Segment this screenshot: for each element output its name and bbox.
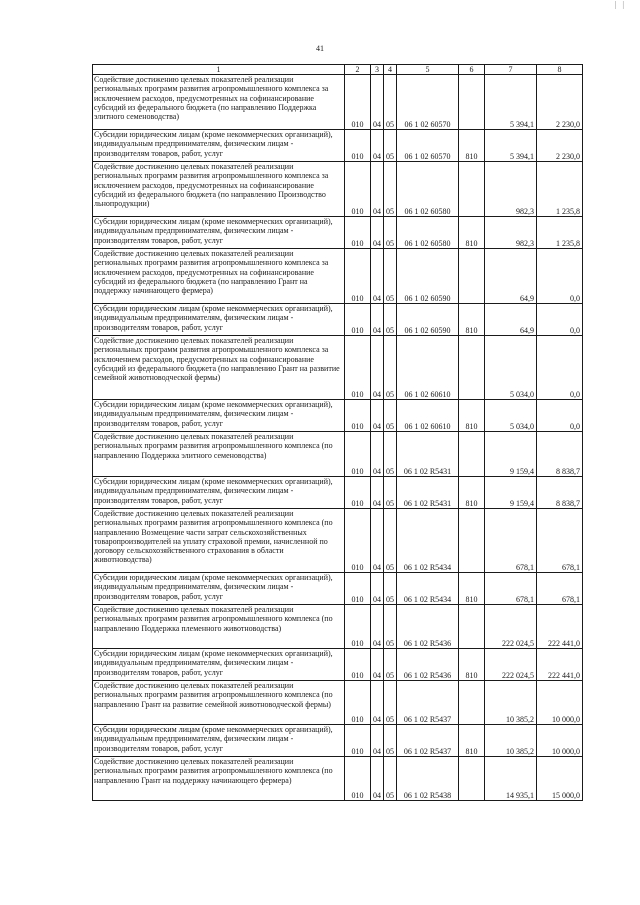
admin-code-cell: 010 bbox=[345, 130, 371, 162]
section-cell: 04 bbox=[371, 217, 384, 249]
admin-code-cell: 010 bbox=[345, 649, 371, 681]
table-row bbox=[93, 304, 583, 336]
table-row bbox=[93, 336, 583, 400]
row-name-cell: Содействие достижению целевых показателей реализации региональных программ развития агропромышленного комплекса за исключением расходов, предусмотренных на софинансирование субсидий из федерального бюджета (по направлению Производство льнопродукции) bbox=[93, 162, 345, 217]
target-article-cell: 06 1 02 R5431 bbox=[397, 432, 459, 477]
section-cell: 04 bbox=[371, 605, 384, 649]
amount-cell-year1: 982,3 bbox=[485, 162, 537, 217]
subsection-cell: 05 bbox=[384, 477, 397, 509]
row-name-cell: Субсидии юридическим лицам (кроме некоммерческих организаций), индивидуальным предпринимателям, физическим лицам - производителям товаров, работ, услуг bbox=[93, 400, 345, 432]
table-row bbox=[93, 75, 583, 130]
row-name-cell: Содействие достижению целевых показателей реализации региональных программ развития агропромышленного комплекса за исключением расходов, предусмотренных на софинансирование субсидий из федерального бюджета (по направлению Поддержка элитного семеноводства) bbox=[93, 75, 345, 130]
column-header: 5 bbox=[397, 65, 459, 75]
table-row bbox=[93, 162, 583, 217]
table-row bbox=[93, 649, 583, 681]
section-cell: 04 bbox=[371, 681, 384, 725]
table-row bbox=[93, 605, 583, 649]
subsection-cell: 05 bbox=[384, 605, 397, 649]
admin-code-cell: 010 bbox=[345, 217, 371, 249]
amount-cell-year2: 8 838,7 bbox=[537, 477, 583, 509]
row-name-cell: Субсидии юридическим лицам (кроме некоммерческих организаций), индивидуальным предпринимателям, физическим лицам - производителям товаров, работ, услуг bbox=[93, 477, 345, 509]
admin-code-cell: 010 bbox=[345, 681, 371, 725]
subsection-cell: 05 bbox=[384, 573, 397, 605]
target-article-cell: 06 1 02 60580 bbox=[397, 162, 459, 217]
row-name-cell: Содействие достижению целевых показателей реализации региональных программ развития агропромышленного комплекса (по направлению Возмещение части затрат сельскохозяйственных товаропроизводителей на уплату страховой премии, начисленной по договору сельскохозяйственного страхования в области животноводства) bbox=[93, 509, 345, 573]
subsection-cell: 05 bbox=[384, 130, 397, 162]
expense-type-cell: 810 bbox=[459, 573, 485, 605]
amount-cell-year1: 5 034,0 bbox=[485, 336, 537, 400]
section-cell: 04 bbox=[371, 432, 384, 477]
admin-code-cell: 010 bbox=[345, 336, 371, 400]
row-name-cell: Субсидии юридическим лицам (кроме некоммерческих организаций), индивидуальным предпринимателям, физическим лицам - производителям товаров, работ, услуг bbox=[93, 573, 345, 605]
target-article-cell: 06 1 02 R5434 bbox=[397, 509, 459, 573]
amount-cell-year2: 678,1 bbox=[537, 573, 583, 605]
amount-cell-year2: 10 000,0 bbox=[537, 681, 583, 725]
subsection-cell: 05 bbox=[384, 249, 397, 304]
subsection-cell: 05 bbox=[384, 649, 397, 681]
row-name-cell: Содействие достижению целевых показателей реализации региональных программ развития агропромышленного комплекса за исключением расходов, предусмотренных на софинансирование субсидий из федерального бюджета (по направлению Грант на развитие семейной животноводческой фермы) bbox=[93, 336, 345, 400]
section-cell: 04 bbox=[371, 573, 384, 605]
table-row bbox=[93, 432, 583, 477]
amount-cell-year2: 1 235,8 bbox=[537, 217, 583, 249]
target-article-cell: 06 1 02 60590 bbox=[397, 304, 459, 336]
amount-cell-year1: 5 034,0 bbox=[485, 400, 537, 432]
subsection-cell: 05 bbox=[384, 432, 397, 477]
amount-cell-year2: 222 441,0 bbox=[537, 605, 583, 649]
section-cell: 04 bbox=[371, 162, 384, 217]
amount-cell-year2: 1 235,8 bbox=[537, 162, 583, 217]
admin-code-cell: 010 bbox=[345, 509, 371, 573]
column-number-row bbox=[93, 65, 583, 75]
section-cell: 04 bbox=[371, 130, 384, 162]
table-row bbox=[93, 477, 583, 509]
table-row bbox=[93, 573, 583, 605]
row-name-cell: Субсидии юридическим лицам (кроме некоммерческих организаций), индивидуальным предпринимателям, физическим лицам - производителям товаров, работ, услуг bbox=[93, 649, 345, 681]
subsection-cell: 05 bbox=[384, 725, 397, 757]
subsection-cell: 05 bbox=[384, 217, 397, 249]
admin-code-cell: 010 bbox=[345, 757, 371, 801]
table-body bbox=[93, 75, 583, 801]
row-name-cell: Субсидии юридическим лицам (кроме некоммерческих организаций), индивидуальным предпринимателям, физическим лицам - производителям товаров, работ, услуг bbox=[93, 217, 345, 249]
target-article-cell: 06 1 02 R5437 bbox=[397, 725, 459, 757]
expense-type-cell bbox=[459, 681, 485, 725]
subsection-cell: 05 bbox=[384, 681, 397, 725]
expense-type-cell bbox=[459, 432, 485, 477]
amount-cell-year1: 9 159,4 bbox=[485, 477, 537, 509]
row-name-cell: Субсидии юридическим лицам (кроме некоммерческих организаций), индивидуальным предпринимателям, физическим лицам - производителям товаров, работ, услуг bbox=[93, 725, 345, 757]
target-article-cell: 06 1 02 R5436 bbox=[397, 649, 459, 681]
subsection-cell: 05 bbox=[384, 162, 397, 217]
section-cell: 04 bbox=[371, 336, 384, 400]
admin-code-cell: 010 bbox=[345, 75, 371, 130]
amount-cell-year1: 678,1 bbox=[485, 509, 537, 573]
expense-type-cell: 810 bbox=[459, 217, 485, 249]
scan-corner-mark: | | bbox=[614, 0, 626, 9]
admin-code-cell: 010 bbox=[345, 304, 371, 336]
target-article-cell: 06 1 02 R5434 bbox=[397, 573, 459, 605]
row-name-cell: Содействие достижению целевых показателей реализации региональных программ развития агропромышленного комплекса (по направлению Поддержка племенного животноводства) bbox=[93, 605, 345, 649]
subsection-cell: 05 bbox=[384, 336, 397, 400]
section-cell: 04 bbox=[371, 75, 384, 130]
subsection-cell: 05 bbox=[384, 75, 397, 130]
expense-type-cell bbox=[459, 162, 485, 217]
expense-type-cell bbox=[459, 75, 485, 130]
expense-type-cell bbox=[459, 757, 485, 801]
section-cell: 04 bbox=[371, 249, 384, 304]
admin-code-cell: 010 bbox=[345, 725, 371, 757]
expense-type-cell: 810 bbox=[459, 304, 485, 336]
admin-code-cell: 010 bbox=[345, 573, 371, 605]
subsection-cell: 05 bbox=[384, 509, 397, 573]
amount-cell-year1: 222 024,5 bbox=[485, 605, 537, 649]
target-article-cell: 06 1 02 60580 bbox=[397, 217, 459, 249]
row-name-cell: Содействие достижению целевых показателей реализации региональных программ развития агропромышленного комплекса (по направлению Грант на поддержку начинающего фермера) bbox=[93, 757, 345, 801]
amount-cell-year1: 678,1 bbox=[485, 573, 537, 605]
column-header: 7 bbox=[485, 65, 537, 75]
section-cell: 04 bbox=[371, 725, 384, 757]
target-article-cell: 06 1 02 R5437 bbox=[397, 681, 459, 725]
target-article-cell: 06 1 02 60610 bbox=[397, 400, 459, 432]
admin-code-cell: 010 bbox=[345, 249, 371, 304]
amount-cell-year1: 982,3 bbox=[485, 217, 537, 249]
expense-type-cell: 810 bbox=[459, 477, 485, 509]
section-cell: 04 bbox=[371, 304, 384, 336]
column-header: 4 bbox=[384, 65, 397, 75]
target-article-cell: 06 1 02 60570 bbox=[397, 130, 459, 162]
target-article-cell: 06 1 02 R5436 bbox=[397, 605, 459, 649]
subsection-cell: 05 bbox=[384, 304, 397, 336]
subsection-cell: 05 bbox=[384, 757, 397, 801]
admin-code-cell: 010 bbox=[345, 162, 371, 217]
amount-cell-year2: 2 230,0 bbox=[537, 130, 583, 162]
section-cell: 04 bbox=[371, 509, 384, 573]
expense-type-cell bbox=[459, 336, 485, 400]
amount-cell-year2: 0,0 bbox=[537, 400, 583, 432]
amount-cell-year1: 222 024,5 bbox=[485, 649, 537, 681]
column-header: 1 bbox=[93, 65, 345, 75]
row-name-cell: Содействие достижению целевых показателей реализации региональных программ развития агропромышленного комплекса за исключением расходов, предусмотренных на софинансирование субсидий из федерального бюджета (по направлению Грант на поддержку начинающего фермера) bbox=[93, 249, 345, 304]
column-header: 8 bbox=[537, 65, 583, 75]
amount-cell-year2: 222 441,0 bbox=[537, 649, 583, 681]
amount-cell-year1: 5 394,1 bbox=[485, 130, 537, 162]
admin-code-cell: 010 bbox=[345, 400, 371, 432]
row-name-cell: Субсидии юридическим лицам (кроме некоммерческих организаций), индивидуальным предпринимателям, физическим лицам - производителям товаров, работ, услуг bbox=[93, 304, 345, 336]
table-row bbox=[93, 681, 583, 725]
amount-cell-year1: 14 935,1 bbox=[485, 757, 537, 801]
table-row bbox=[93, 725, 583, 757]
amount-cell-year2: 0,0 bbox=[537, 304, 583, 336]
amount-cell-year2: 10 000,0 bbox=[537, 725, 583, 757]
amount-cell-year1: 64,9 bbox=[485, 249, 537, 304]
row-name-cell: Содействие достижению целевых показателей реализации региональных программ развития агропромышленного комплекса (по направлению Грант на развитие семейной животноводческой фермы) bbox=[93, 681, 345, 725]
target-article-cell: 06 1 02 R5431 bbox=[397, 477, 459, 509]
expense-type-cell: 810 bbox=[459, 725, 485, 757]
amount-cell-year1: 10 385,2 bbox=[485, 725, 537, 757]
subsection-cell: 05 bbox=[384, 400, 397, 432]
row-name-cell: Субсидии юридическим лицам (кроме некоммерческих организаций), индивидуальным предпринимателям, физическим лицам - производителям товаров, работ, услуг bbox=[93, 130, 345, 162]
table-row bbox=[93, 400, 583, 432]
amount-cell-year2: 8 838,7 bbox=[537, 432, 583, 477]
expense-type-cell: 810 bbox=[459, 130, 485, 162]
column-header: 3 bbox=[371, 65, 384, 75]
target-article-cell: 06 1 02 R5438 bbox=[397, 757, 459, 801]
table-row bbox=[93, 217, 583, 249]
amount-cell-year2: 2 230,0 bbox=[537, 75, 583, 130]
target-article-cell: 06 1 02 60590 bbox=[397, 249, 459, 304]
section-cell: 04 bbox=[371, 757, 384, 801]
column-header: 2 bbox=[345, 65, 371, 75]
row-name-cell: Содействие достижению целевых показателей реализации региональных программ развития агропромышленного комплекса (по направлению Поддержка элитного семеноводства) bbox=[93, 432, 345, 477]
expense-type-cell bbox=[459, 605, 485, 649]
table-row bbox=[93, 130, 583, 162]
admin-code-cell: 010 bbox=[345, 477, 371, 509]
expense-type-cell: 810 bbox=[459, 400, 485, 432]
amount-cell-year2: 0,0 bbox=[537, 249, 583, 304]
section-cell: 04 bbox=[371, 649, 384, 681]
expense-type-cell: 810 bbox=[459, 649, 485, 681]
budget-table bbox=[92, 64, 583, 801]
page-number: 41 bbox=[316, 44, 324, 53]
amount-cell-year1: 10 385,2 bbox=[485, 681, 537, 725]
amount-cell-year2: 0,0 bbox=[537, 336, 583, 400]
section-cell: 04 bbox=[371, 400, 384, 432]
amount-cell-year2: 15 000,0 bbox=[537, 757, 583, 801]
amount-cell-year1: 64,9 bbox=[485, 304, 537, 336]
table-row bbox=[93, 509, 583, 573]
amount-cell-year1: 9 159,4 bbox=[485, 432, 537, 477]
target-article-cell: 06 1 02 60610 bbox=[397, 336, 459, 400]
amount-cell-year1: 5 394,1 bbox=[485, 75, 537, 130]
target-article-cell: 06 1 02 60570 bbox=[397, 75, 459, 130]
admin-code-cell: 010 bbox=[345, 605, 371, 649]
column-header: 6 bbox=[459, 65, 485, 75]
expense-type-cell bbox=[459, 509, 485, 573]
amount-cell-year2: 678,1 bbox=[537, 509, 583, 573]
table-row bbox=[93, 757, 583, 801]
section-cell: 04 bbox=[371, 477, 384, 509]
admin-code-cell: 010 bbox=[345, 432, 371, 477]
expense-type-cell bbox=[459, 249, 485, 304]
table-row bbox=[93, 249, 583, 304]
